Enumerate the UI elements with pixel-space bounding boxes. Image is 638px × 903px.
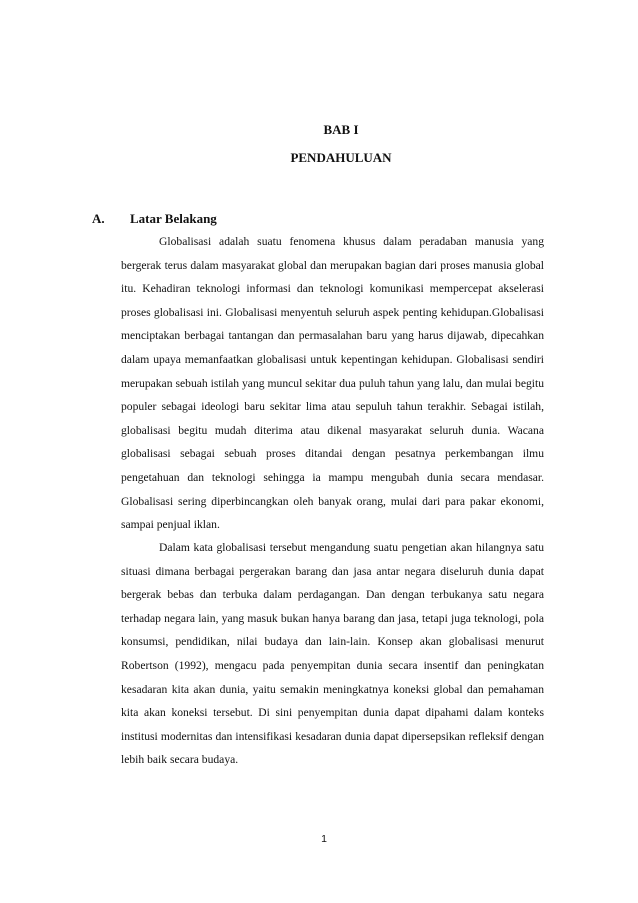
- body-paragraph: Globalisasi adalah suatu fenomena khusus dalam peradaban manusia yang bergerak terus dalam masyarakat global dan merupakan bagian dari proses manusia global itu. Kehadiran teknologi informasi dan teknologi komunikasi mempercepat akselerasi proses globalisasi ini. Globalisasi menyentuh seluruh aspek penting kehidupan.Globalisasi menciptakan berbagai tantangan dan permasalahan baru yang harus dijawab, dipecahkan dalam upaya memanfaatkan globalisasi untuk kepentingan kehidupan. Globalisasi sendiri merupakan sebuah istilah yang muncul sekitar dua puluh tahun yang lalu, dan mulai begitu populer sebagai ideologi baru sekitar lima atau sepuluh tahun terakhir. Sebagai istilah, globalisasi begitu mudah diterima atau dikenal masyarakat seluruh dunia. Wacana globalisasi sebagai sebuah proses ditandai dengan pesatnya perkembangan ilmu pengetahuan dan teknologi sehingga ia mampu mengubah dunia secara mendasar. Globalisasi sering diperbincangkan oleh banyak orang, mulai dari para pakar ekonomi, sampai penjual iklan.: [121, 235, 544, 532]
- page-number: 1: [321, 833, 327, 845]
- body-paragraph: Dalam kata globalisasi tersebut mengandung suatu pengetian akan hilangnya satu situasi dimana berbagai pergerakan barang dan jasa antar negara diseluruh dunia dapat bergerak bebas dan terbuka dalam perdagangan. Dan dengan terbukanya satu negara terhadap negara lain, yang masuk bukan hanya barang dan jasa, tetapi juga teknologi, pola konsumsi, pendidikan, nilai budaya dan lain-lain. Konsep akan globalisasi menurut Robertson (1992), mengacu pada penyempitan dunia secara insentif dan peningkatan kesadaran kita akan dunia, yaitu semakin meningkatnya koneksi global dan pemahaman kita akan koneksi tersebut. Di sini penyempitan dunia dapat dipahami dalam konteks institusi modernitas dan intensifikasi kesadaran dunia dapat dipersepsikan refleksif dengan lebih baik secara budaya.: [121, 541, 544, 767]
- section-heading: [92, 211, 217, 227]
- chapter-number: BAB I: [323, 122, 359, 137]
- section-title: Latar Belakang: [130, 211, 217, 226]
- section-letter: A.: [92, 211, 105, 226]
- chapter-title: PENDAHULUAN: [290, 150, 392, 165]
